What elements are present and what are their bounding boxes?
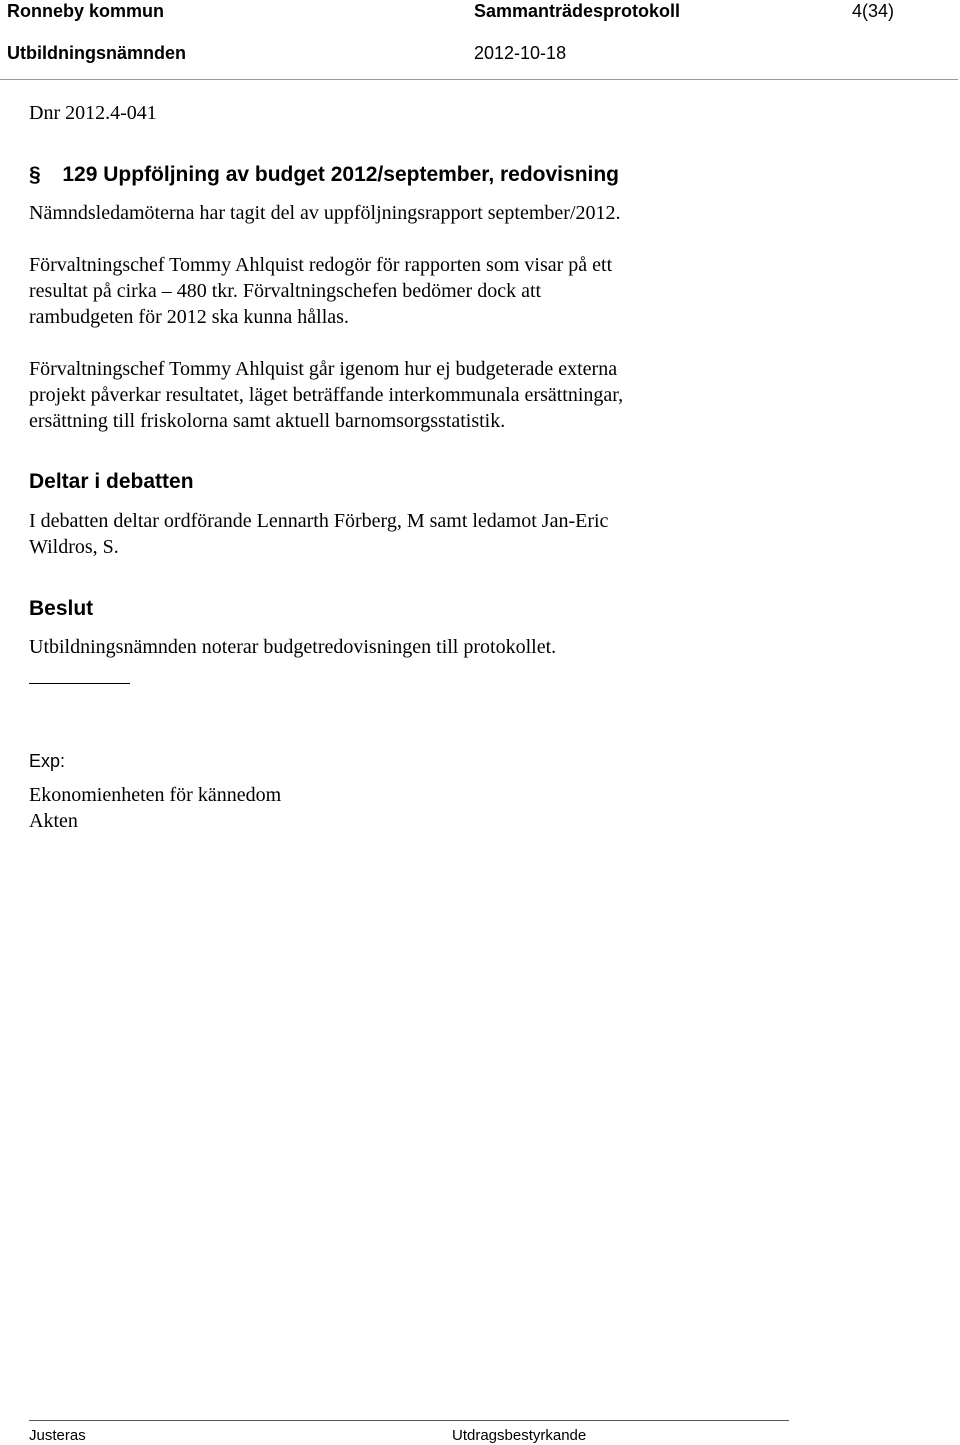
paragraph-1: Nämndsledamöterna har tagit del av uppföljningsrapport september/2012. bbox=[29, 202, 621, 224]
footer-divider bbox=[29, 1420, 789, 1421]
diary-number: Dnr 2012.4-041 bbox=[29, 102, 157, 124]
meeting-date: 2012-10-18 bbox=[474, 43, 567, 63]
section-symbol: § bbox=[29, 163, 41, 186]
decision-text: Utbildningsnämnden noterar budgetredovisningen till protokollet. bbox=[29, 636, 557, 658]
paragraph-2-line-3: rambudgeten för 2012 ska kunna hållas. bbox=[29, 306, 349, 328]
committee-name: Utbildningsnämnden bbox=[7, 43, 186, 63]
debate-line-2: Wildros, S. bbox=[29, 536, 119, 558]
exp-label: Exp: bbox=[29, 751, 66, 771]
debate-heading: Deltar i debatten bbox=[29, 470, 194, 493]
municipality-name: Ronneby kommun bbox=[7, 1, 165, 21]
paragraph-3-line-2: projekt påverkar resultatet, läget beträffande interkommunala ersättningar, bbox=[29, 384, 624, 406]
paragraph-2-line-1: Förvaltningschef Tommy Ahlquist redogör för rapporten som visar på ett bbox=[29, 254, 613, 276]
exp-line-1: Ekonomienheten för kännedom bbox=[29, 784, 282, 806]
footer-utdragsbestyrkande: Utdragsbestyrkande bbox=[452, 1427, 587, 1444]
page-number: 4(34) bbox=[852, 1, 895, 21]
exp-line-2: Akten bbox=[29, 810, 78, 832]
header-divider bbox=[0, 79, 958, 80]
paragraph-3-line-3: ersättning till friskolorna samt aktuell barnomsorgsstatistik. bbox=[29, 410, 506, 432]
paragraph-3-line-1: Förvaltningschef Tommy Ahlquist går igenom hur ej budgeterade externa bbox=[29, 358, 618, 380]
footer-justeras: Justeras bbox=[29, 1427, 86, 1444]
paragraph-2-line-2: resultat på cirka – 480 tkr. Förvaltningschefen bedömer dock att bbox=[29, 280, 542, 302]
debate-line-1: I debatten deltar ordförande Lennarth Förberg, M samt ledamot Jan-Eric bbox=[29, 510, 609, 532]
section-title-text: 129 Uppföljning av budget 2012/september, redovisning bbox=[62, 163, 620, 186]
decision-heading: Beslut bbox=[29, 597, 94, 620]
document-type: Sammanträdesprotokoll bbox=[474, 1, 681, 21]
section-title bbox=[29, 163, 619, 187]
decision-rule bbox=[29, 683, 130, 684]
